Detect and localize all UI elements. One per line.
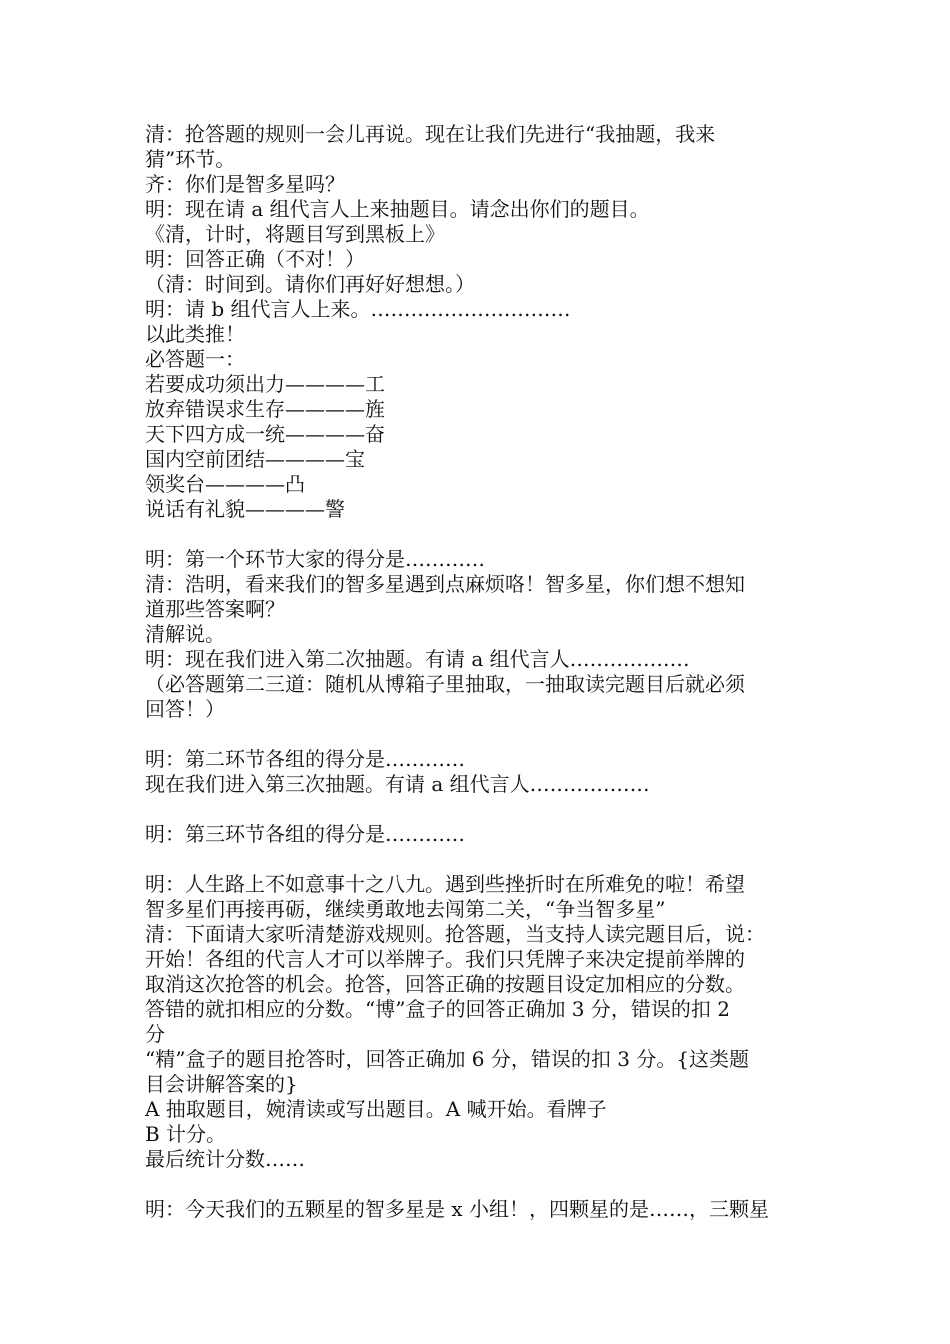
text-line: 清：下面请大家听清楚游戏规则。抢答题，当支持人读完题目后，说： <box>145 922 765 946</box>
text-line: “精”盒子的题目抢答时，回答正确加 6 分，错误的扣 3 分。{这类题 <box>145 1047 750 1071</box>
blank-line <box>145 522 813 547</box>
text-line: 明：第三环节各组的得分是………… <box>145 822 465 846</box>
text-line: 现在我们进入第三次抽题。有请 a 组代言人……………… <box>145 772 650 796</box>
text-line: 回答！） <box>145 697 225 721</box>
text-line: B 计分。 <box>145 1122 227 1146</box>
text-line: 目会讲解答案的} <box>145 1072 298 1096</box>
blank-line <box>145 1172 813 1197</box>
riddle-item: 若要成功须出力————工 <box>145 372 385 396</box>
text-line: 最后统计分数…… <box>145 1147 305 1171</box>
text-line: 开始！各组的代言人才可以举牌子。我们只凭牌子来决定提前举牌的 <box>145 947 745 971</box>
riddle-item: 领奖台————凸 <box>145 472 305 496</box>
text-line: 明：第二环节各组的得分是………… <box>145 747 465 771</box>
text-line: 明：现在请 a 组代言人上来抽题目。请念出你们的题目。 <box>145 197 650 221</box>
blank-line <box>145 847 813 872</box>
text-line: 猜”环节。 <box>145 147 236 171</box>
text-line: （清：时间到。请你们再好好想想。） <box>145 272 475 296</box>
text-line: 分 <box>145 1022 165 1046</box>
text-line: 《清，计时，将题目写到黑板上》 <box>145 222 445 246</box>
blank-line <box>145 797 813 822</box>
text-line: （必答题第二三道：随机从博箱子里抽取，一抽取读完题目后就必须 <box>145 672 745 696</box>
blank-line <box>145 722 813 747</box>
text-line: 明：今天我们的五颗星的智多星是 x 小组！，四颗星的是……，三颗星 <box>145 1197 769 1221</box>
text-line: 明：第一个环节大家的得分是………… <box>145 547 485 571</box>
text-line: 答错的就扣相应的分数。“博”盒子的回答正确加 3 分，错误的扣 2 <box>145 997 730 1021</box>
riddle-item: 说话有礼貌————警 <box>145 497 345 521</box>
riddle-item: 天下四方成一统————奋 <box>145 422 385 446</box>
text-line: 齐：你们是智多星吗？ <box>145 172 345 196</box>
text-line: 明：回答正确（不对！） <box>145 247 365 271</box>
text-line: 清：浩明，看来我们的智多星遇到点麻烦咯！智多星，你们想不想知 <box>145 572 745 596</box>
document-page <box>145 122 813 1222</box>
text-line: 明：人生路上不如意事十之八九。遇到些挫折时在所难免的啦！希望 <box>145 872 745 896</box>
text-line: 清解说。 <box>145 622 225 646</box>
text-line: 明：请 b 组代言人上来。………………………… <box>145 297 571 321</box>
text-line: 清：抢答题的规则一会儿再说。现在让我们先进行“我抽题，我来 <box>145 122 716 146</box>
text-line: 智多星们再接再砺，继续勇敢地去闯第二关，“争当智多星” <box>145 897 666 921</box>
text-line: 以此类推！ <box>145 322 245 346</box>
text-line: 取消这次抢答的机会。抢答，回答正确的按题目设定加相应的分数。 <box>145 972 745 996</box>
riddle-item: 放弃错误求生存————旌 <box>145 397 385 421</box>
text-line: 明：现在我们进入第二次抽题。有请 a 组代言人……………… <box>145 647 690 671</box>
text-line: A 抽取题目，婉清读或写出题目。A 喊开始。看牌子 <box>145 1097 607 1121</box>
riddle-item: 国内空前团结————宝 <box>145 447 365 471</box>
text-line: 道那些答案啊？ <box>145 597 285 621</box>
section-heading: 必答题一： <box>145 347 245 371</box>
